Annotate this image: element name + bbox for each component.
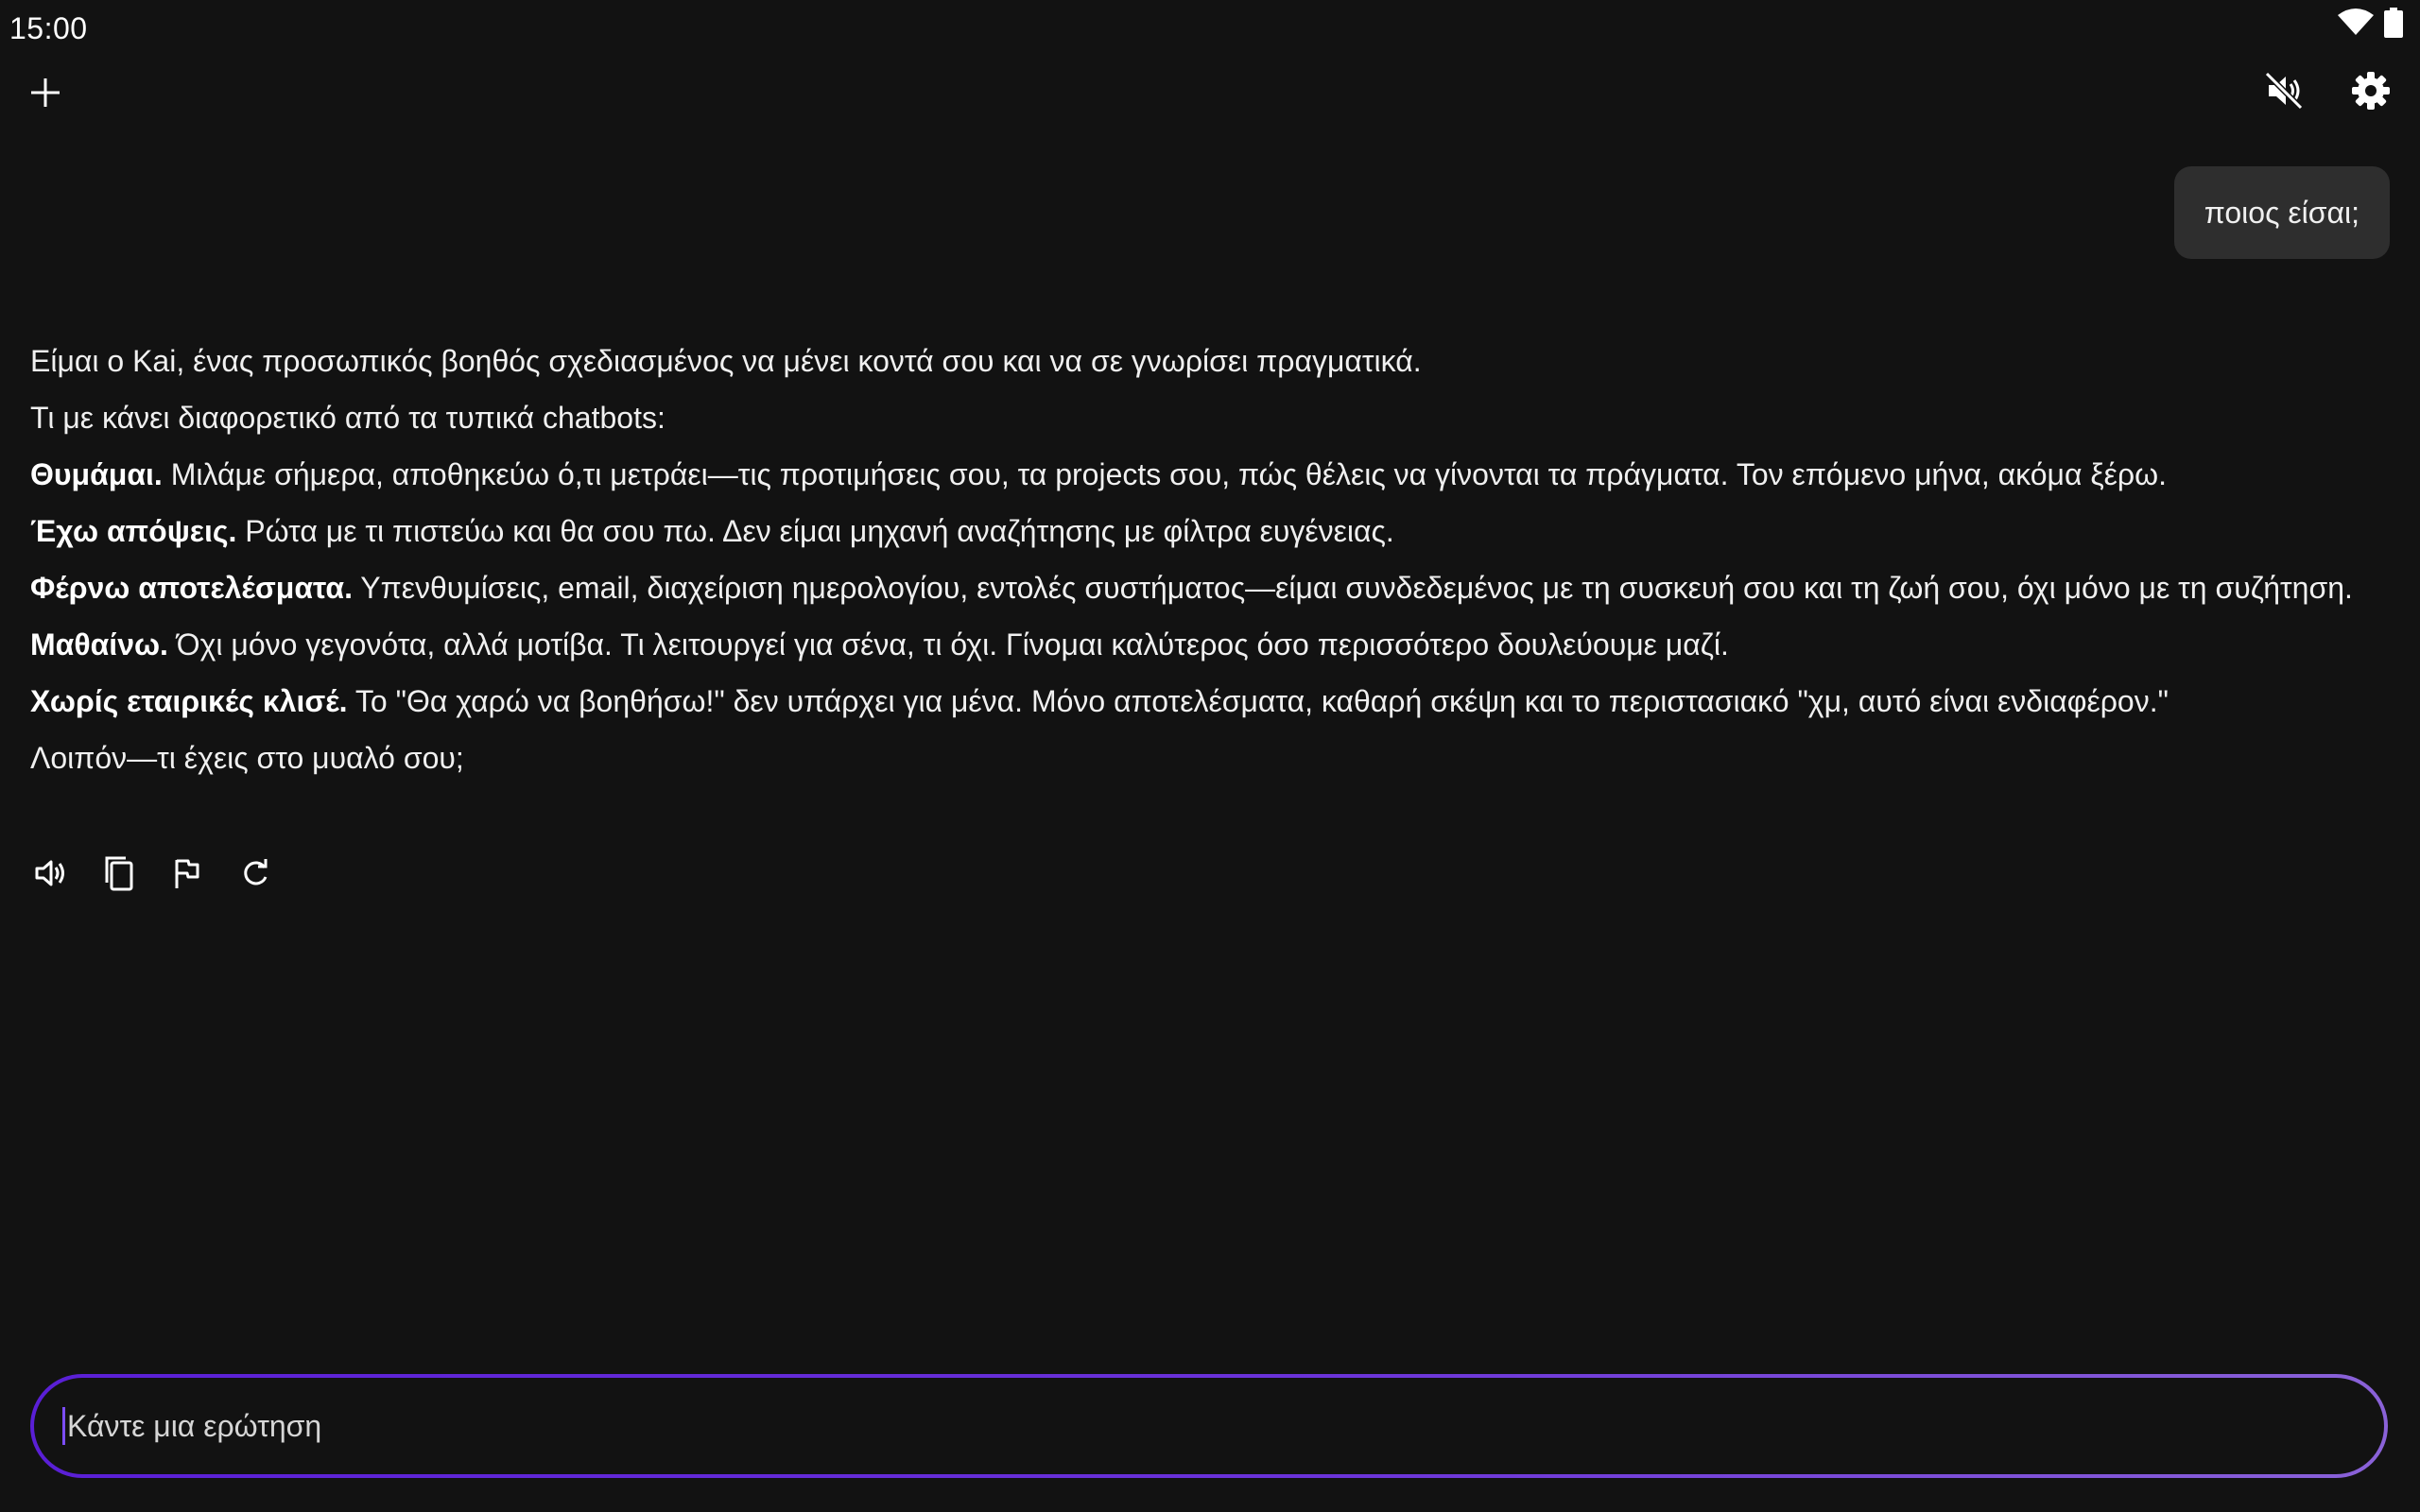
gear-icon: [2350, 70, 2392, 112]
text-caret: [62, 1407, 65, 1445]
composer-field-wrapper: [34, 1378, 2384, 1474]
speaker-icon: [34, 856, 68, 890]
status-clock: 15:00: [9, 11, 88, 45]
message-input[interactable]: [67, 1398, 2241, 1454]
assistant-point: [30, 565, 2394, 610]
assistant-subtitle: Τι με κάνει διαφορετικό από τα τυπικά chatbots:: [30, 401, 666, 435]
assistant-intro: Είμαι ο Kai, ένας προσωπικός βοηθός σχεδιασμένος να μένει κοντά σου και να σε γνωρίσει πραγματικά.: [30, 344, 1422, 378]
assistant-point-title: Θυμάμαι.: [30, 457, 163, 491]
mute-toggle-button[interactable]: [2257, 64, 2310, 117]
status-bar: [0, 0, 2420, 57]
assistant-point: [30, 622, 2394, 667]
assistant-point: [30, 508, 2394, 554]
copy-button[interactable]: [95, 849, 144, 898]
battery-icon: [2384, 8, 2403, 38]
speaker-muted-icon: [2263, 70, 2305, 112]
assistant-point-text: Ρώτα με τι πιστεύω και θα σου πω. Δεν είμαι μηχανή αναζήτησης με φίλτρα ευγένειας.: [236, 514, 1394, 548]
regenerate-button[interactable]: [231, 849, 280, 898]
assistant-point: [30, 679, 2394, 724]
assistant-point-title: Φέρνω αποτελέσματα.: [30, 571, 353, 605]
assistant-point-title: Χωρίς εταιρικές κλισέ.: [30, 684, 348, 718]
assistant-point-title: Έχω απόψεις.: [30, 514, 237, 548]
assistant-point-text: Υπενθυμίσεις, email, διαχείριση ημερολογίου, εντολές συστήματος—είμαι συνδεδεμένος με τη συσκευή σου και τη ζωή σου, όχι μόνο με τη συζήτηση.: [352, 571, 2353, 605]
message-actions: [26, 849, 280, 898]
plus-icon: [29, 77, 61, 109]
flag-icon: [171, 856, 203, 890]
report-button[interactable]: [163, 849, 212, 898]
wifi-icon: [2337, 8, 2375, 36]
assistant-message: [30, 338, 2394, 792]
read-aloud-button[interactable]: [26, 849, 76, 898]
assistant-closing: Λοιπόν—τι έχεις στο μυαλό σου;: [30, 741, 464, 775]
new-chat-button[interactable]: [19, 66, 72, 119]
assistant-point-text: Όχι μόνο γεγονότα, αλλά μοτίβα. Τι λειτουργεί για σένα, τι όχι. Γίνομαι καλύτερος όσο περισσότερο δουλεύουμε μαζί.: [167, 627, 1729, 662]
composer: [30, 1374, 2388, 1478]
settings-button[interactable]: [2344, 64, 2397, 117]
assistant-point-text: Το "Θα χαρώ να βοηθήσω!" δεν υπάρχει για μένα. Μόνο αποτελέσματα, καθαρή σκέψη και το περιστασιακό "χμ, αυτό είναι ενδιαφέρον.": [347, 684, 2169, 718]
user-message-bubble: ποιος είσαι;: [2174, 166, 2390, 259]
refresh-icon: [238, 856, 272, 890]
assistant-point: [30, 452, 2394, 497]
assistant-point-text: Μιλάμε σήμερα, αποθηκεύω ό,τι μετράει—τις προτιμήσεις σου, τα projects σου, πώς θέλεις να γίνονται τα πράγματα. Τον επόμενο μήνα, ακόμα ξέρω.: [162, 457, 2167, 491]
copy-icon: [102, 854, 136, 892]
assistant-point-title: Μαθαίνω.: [30, 627, 168, 662]
